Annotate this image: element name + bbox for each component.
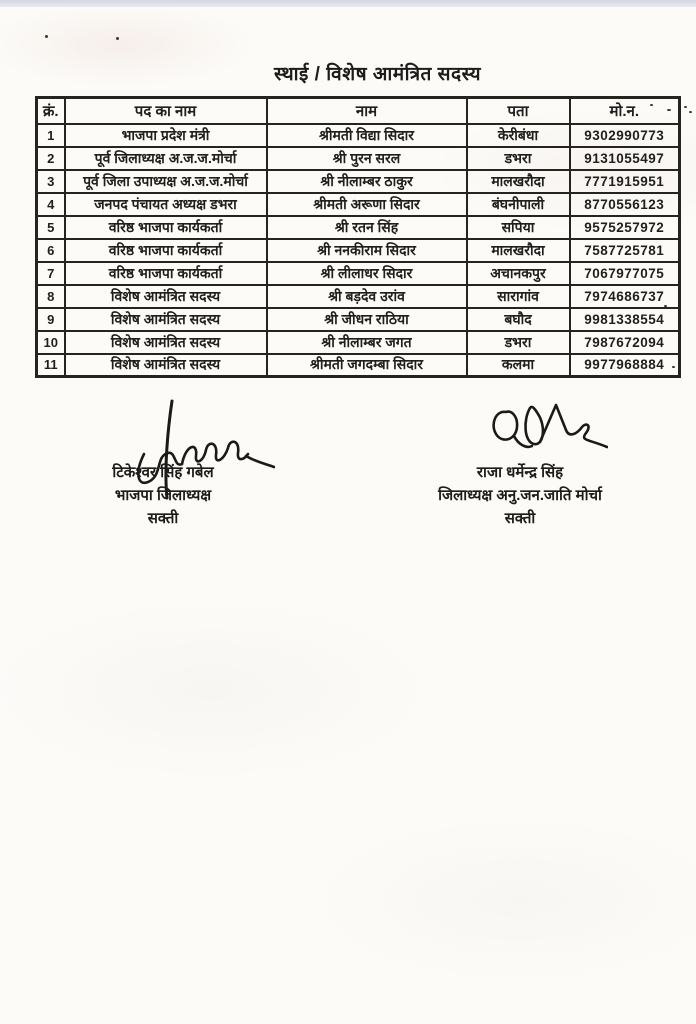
cell-phone: 9302990773 [570,124,680,147]
cell-address: डभरा [467,331,570,354]
cell-name: श्री नीलाम्बर जगत [267,331,467,354]
signature-block-right [420,461,620,530]
cell-address: अचानकपुर [467,262,570,285]
cell-address: केरीबंधा [467,124,570,147]
scan-edge-strip [0,0,696,7]
cell-post: विशेष आमंत्रित सदस्य [65,308,267,331]
members-table [35,96,681,378]
table-row [37,193,680,216]
table-row [37,216,680,239]
cell-name: श्री लीलाधर सिदार [267,262,467,285]
signatory-right-name: राजा धर्मेन्द्र सिंह [476,464,564,481]
signatory-left-place: सक्ती [147,510,179,527]
cell-address: मालखरौदा [467,239,570,262]
cell-phone: 7067977075 [570,262,680,285]
cell-post: विशेष आमंत्रित सदस्य [65,285,267,308]
cell-phone: 9977968884 [570,354,680,377]
table-row [37,239,680,262]
signatory-right-place: सक्ती [504,510,536,527]
cell-post: पूर्व जिला उपाध्यक्ष अ.ज.ज.मोर्चा [65,170,267,193]
signatory-left-name: टिकेश्वर सिंह गबेल [112,464,214,481]
cell-name: श्री बड़देव उरांव [267,285,467,308]
cell-serial: 3 [37,170,65,193]
cell-post: पूर्व जिलाध्यक्ष अ.ज.ज.मोर्चा [65,147,267,170]
table-row [37,147,680,170]
cell-name: श्री पुरन सरल [267,147,467,170]
column-header-address: पता [467,98,570,124]
scan-speck [689,111,692,113]
cell-name: श्रीमती अरूणा सिदार [267,193,467,216]
table-header-row [37,98,680,124]
table-row [37,285,680,308]
cell-serial: 6 [37,239,65,262]
table-row [37,354,680,377]
cell-address: सारागांव [467,285,570,308]
signature-block-left [73,461,253,530]
cell-name: श्रीमती विद्या सिदार [267,124,467,147]
cell-post: वरिष्ठ भाजपा कार्यकर्ता [65,216,267,239]
page-title: स्थाई / विशेष आमंत्रित सदस्य [273,64,482,85]
table-row [37,262,680,285]
table-row [37,331,680,354]
cell-phone: 7771915951 [570,170,680,193]
table-row [37,124,680,147]
cell-phone: 9575257972 [570,216,680,239]
cell-address: मालखरौदा [467,170,570,193]
cell-name: श्री रतन सिंह [267,216,467,239]
cell-serial: 11 [37,354,65,377]
cell-name: श्री ननकीराम सिदार [267,239,467,262]
cell-serial: 10 [37,331,65,354]
table-row [37,170,680,193]
cell-serial: 8 [37,285,65,308]
cell-phone: 7974686737 [570,285,680,308]
column-header-name: नाम [267,98,467,124]
signatory-left-role: भाजपा जिलाध्यक्ष [114,487,212,504]
cell-serial: 9 [37,308,65,331]
signature-right-scribble [488,400,608,454]
cell-address: बघौद [467,308,570,331]
cell-name: श्री नीलाम्बर ठाकुर [267,170,467,193]
cell-serial: 4 [37,193,65,216]
cell-serial: 2 [37,147,65,170]
scan-speck [684,106,687,108]
cell-post: वरिष्ठ भाजपा कार्यकर्ता [65,239,267,262]
cell-phone: 9131055497 [570,147,680,170]
scan-speck [116,37,119,40]
cell-name: श्रीमती जगदम्बा सिदार [267,354,467,377]
cell-phone: 7987672094 [570,331,680,354]
cell-post: भाजपा प्रदेश मंत्री [65,124,267,147]
cell-address: बंघनीपाली [467,193,570,216]
column-header-phone: मो.न. [570,98,680,124]
column-header-serial: क्रं. [37,98,65,124]
cell-phone: 7587725781 [570,239,680,262]
column-header-post: पद का नाम [65,98,267,124]
cell-serial: 7 [37,262,65,285]
cell-address: कलमा [467,354,570,377]
cell-address: सपिया [467,216,570,239]
cell-post: वरिष्ठ भाजपा कार्यकर्ता [65,262,267,285]
cell-post: जनपद पंचायत अध्यक्ष डभरा [65,193,267,216]
cell-name: श्री जीधन राठिया [267,308,467,331]
cell-post: विशेष आमंत्रित सदस्य [65,354,267,377]
cell-phone: 9981338554 [570,308,680,331]
cell-serial: 1 [37,124,65,147]
cell-serial: 5 [37,216,65,239]
cell-address: डभरा [467,147,570,170]
cell-phone: 8770556123 [570,193,680,216]
cell-post: विशेष आमंत्रित सदस्य [65,331,267,354]
signatory-right-role: जिलाध्यक्ष अनु.जन.जाति मोर्चा [438,487,602,504]
scan-speck [45,35,48,38]
table-row [37,308,680,331]
